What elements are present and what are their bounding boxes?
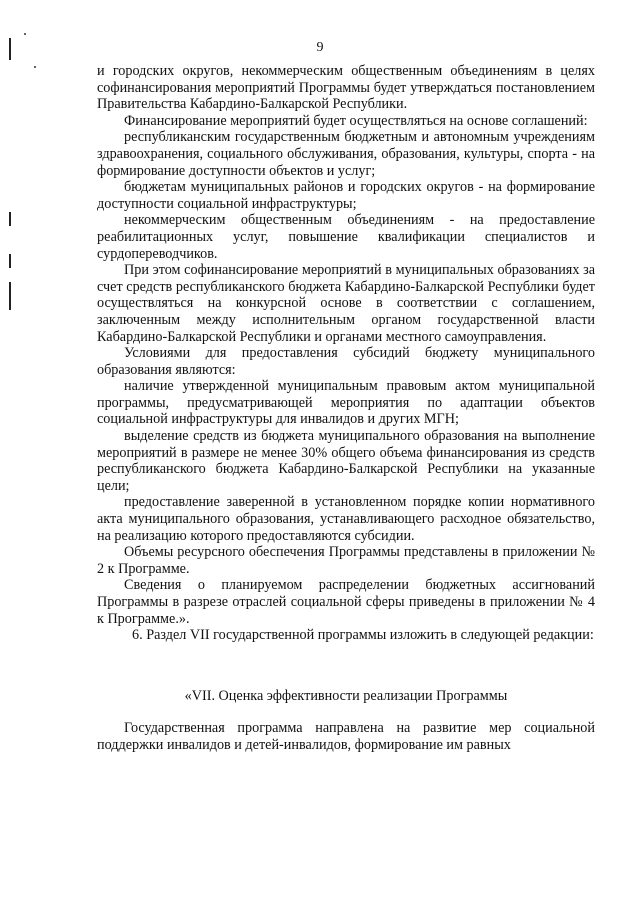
paragraph: Условиями для предоставления субсидий бюджету муниципального образования являются: [97,345,595,378]
paragraph: выделение средств из бюджета муниципального образования на выполнение мероприятий в размере не менее 30% общего объема финансирования из средств республиканского бюджета Кабардино-Балкарской Республики на указанные цели; [97,428,595,494]
margin-dot [34,66,36,68]
paragraph: 6. Раздел VII государственной программы изложить в следующей редакции: [132,627,594,644]
paragraph: Финансирование мероприятий будет осуществляться на основе соглашений: [124,112,588,129]
margin-dot [24,33,26,35]
paragraph: и городских округов, некоммерческим общественным объединениям в целях софинансирования мероприятий Программы будет утверждаться постановлением Правительства Кабардино-Балкарской Республики. [97,63,595,113]
section-heading: «VII. Оценка эффективности реализации Программы [184,687,508,704]
paragraph: Государственная программа направлена на развитие мер социальной поддержки инвалидов и детей-инвалидов, формирование им равных [97,720,595,753]
margin-mark [9,282,11,310]
paragraph: наличие утвержденной муниципальным правовым актом муниципальной программы, предусматривающей мероприятия по адаптации объектов социальной инфраструктуры для инвалидов и других МГН; [97,378,595,428]
paragraph: Объемы ресурсного обеспечения Программы представлены в приложении № 2 к Программе. [97,544,595,577]
paragraph: Сведения о планируемом распределении бюджетных ассигнований Программы в разрезе отраслей социальной сферы приведены в приложении № 4 к Программе.». [97,577,595,627]
margin-mark [9,212,11,226]
paragraph: бюджетам муниципальных районов и городских округов - на формирование доступности социальной инфраструктуры; [97,179,595,212]
paragraph: республиканским государственным бюджетным и автономным учреждениям здравоохранения, социального обслуживания, образования, культуры, спорта - на формирование доступности объектов и услуг; [97,129,595,179]
document-body [97,63,595,754]
paragraph: предоставление заверенной в установленном порядке копии нормативного акта муниципального образования, устанавливающего расходное обязательство, на реализацию которого предоставляются субсидии. [97,494,595,544]
page-number: 9 [316,40,324,55]
margin-mark [9,38,11,60]
margin-mark [9,254,11,268]
paragraph: При этом софинансирование мероприятий в муниципальных образованиях за счет средств республиканского бюджета Кабардино-Балкарской Республики будет осуществляться на конкурсной основе в соответствии с соглашением, заключенным между исполнительным органом государственной власти Кабардино-Балкарской Республики и органами местного самоуправления. [97,262,595,345]
paragraph: некоммерческим общественным объединениям - на предоставление реабилитационных услуг, повышение квалификации специалистов и сурдопереводчиков. [97,212,595,262]
